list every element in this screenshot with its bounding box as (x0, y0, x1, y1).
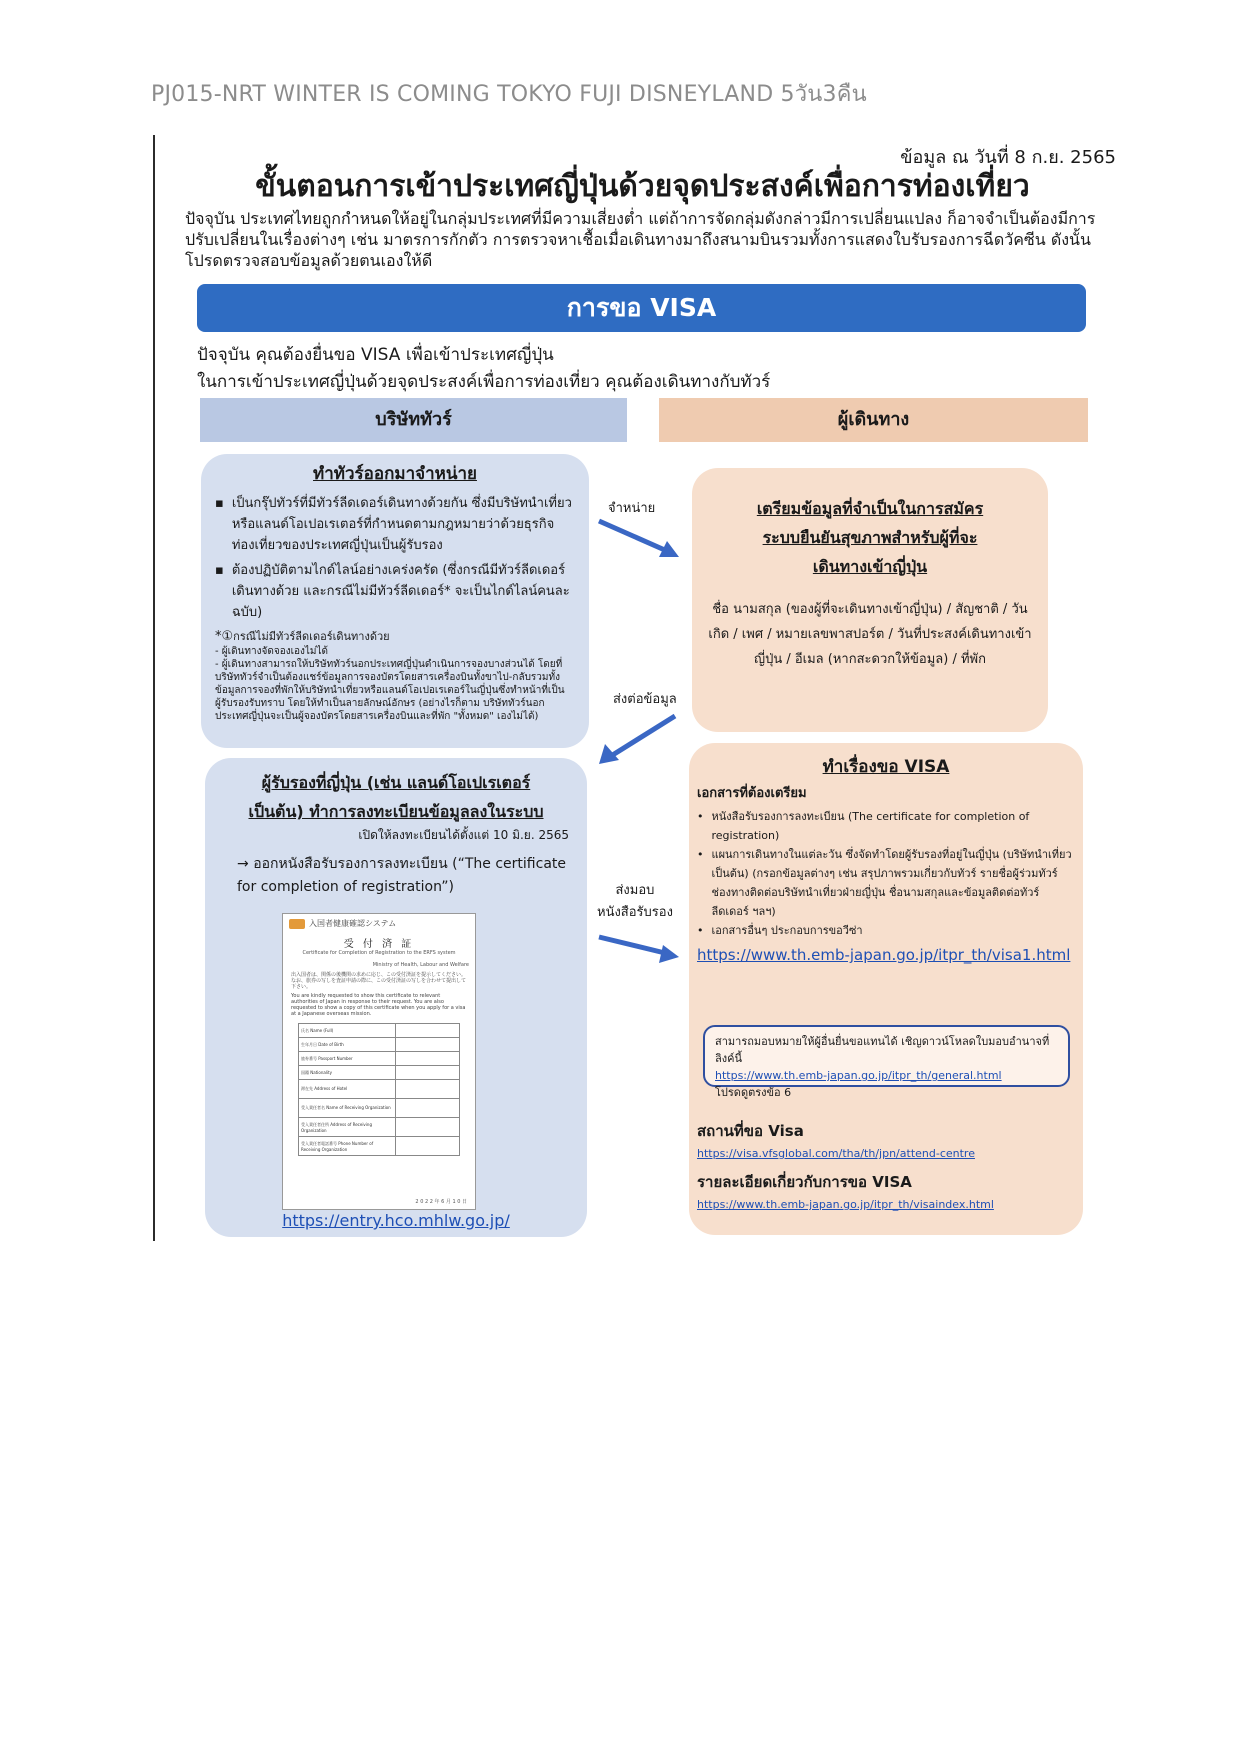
certificate-subheading: Certificate for Completion of Registration to the ERFS system (302, 950, 456, 956)
bullet-icon: ▪ (215, 496, 224, 511)
visa-line-2: ในการเข้าประเทศญี่ปุ่นด้วยจุดประสงค์เพื่อการท่องเที่ยว คุณต้องเดินทางกับทัวร์ (197, 372, 771, 392)
certificate-row-value (395, 1024, 459, 1038)
certificate-logo (283, 914, 475, 933)
prep-title-line3: เดินทางเข้าญี่ปุ่น (812, 557, 928, 576)
visa1-link[interactable]: https://www.th.emb-japan.go.jp/itpr_th/visa1.html (697, 946, 1071, 964)
note-marker: *① (215, 629, 234, 644)
tour-note-head (215, 627, 575, 645)
tour-card-title: ทำทัวร์ออกมาจำหน่าย (313, 464, 477, 484)
prep-title-line2: ระบบยืนยันสุขภาพสำหรับผู้ที่จะ (762, 528, 978, 547)
certificate-table-row (299, 1080, 460, 1099)
callout-text: สามารถมอบหมายให้ผู้อื่นยื่นขอแทนได้ เชิญดาวน์โหลดใบมอบอำนาจที่ลิงค์นี้ (715, 1035, 1050, 1065)
certificate-row-value (395, 1066, 459, 1080)
certificate-table-row (299, 1038, 460, 1052)
certificate-row-label: 国籍 Nationality (299, 1066, 396, 1080)
arrow-send-info (595, 710, 685, 770)
prep-title-line1: เตรียมข้อมูลที่จำเป็นในการสมัคร (756, 499, 984, 518)
certificate-row-value (395, 1052, 459, 1066)
docs-head: เอกสารที่ต้องเตรียม (697, 786, 807, 801)
certificate-table-row (299, 1137, 460, 1156)
label-deliver (597, 880, 673, 924)
bullet-icon: • (697, 810, 704, 823)
arrow-sell (595, 515, 685, 565)
certificate-row-label: 生年月日 Date of Birth (299, 1038, 396, 1052)
doc-item-1 (697, 807, 1073, 845)
column-header-traveler: ผู้เดินทาง (659, 398, 1088, 442)
register-open-date: เปิดให้ลงทะเบียนได้ตั้งแต่ 10 มิ.ย. 2565 (358, 828, 569, 842)
certificate-table-row (299, 1024, 460, 1038)
certificate-paragraph-en: You are kindly requested to show this certificate to relevant authorities of Japan in response to their request. You are also requested to show a copy of this certificate when you apply for a visa at a Japanese overseas mission. (291, 993, 466, 1017)
register-issue (205, 845, 587, 899)
date-note: ข้อมูล ณ วันที่ 8 ก.ย. 2565 (900, 147, 1116, 168)
entry-hco-link[interactable]: https://entry.hco.mhlw.go.jp/ (282, 1211, 510, 1230)
tour-bullet-1 (215, 493, 575, 556)
register-card (205, 758, 587, 1237)
page-header: PJ015-NRT WINTER IS COMING TOKYO FUJI DISNEYLAND 5วัน3คืน (151, 82, 867, 107)
visa-card (689, 743, 1083, 1235)
column-header-tour-company: บริษัททัวร์ (200, 398, 627, 442)
tour-note-1: - ผู้เดินทางจัดจองเองไม่ได้ (215, 646, 329, 657)
issue-text: ออกหนังสือรับรองการลงทะเบียน (“The certificate for completion of registration”) (237, 856, 566, 895)
certificate-row-label: 滞在先 Address of Hotel (299, 1080, 396, 1099)
certificate-table-row (299, 1099, 460, 1118)
certificate-heading: 受 付 済 証 (343, 939, 415, 950)
tour-note-2: - ผู้เดินทางสามารถให้บริษัททัวร์นอกประเทศญี่ปุ่นดำเนินการจองบางส่วนได้ โดยที่บริษัททัวร์จำเป็นต้องแชร์ข้อมูลการจองบัตรโดยสารเครื่องบินทั้งขาไป-กลับรวมทั้งข้อมูลการจองที่พักให้บริษัทนำเที่ยวหรือแลนด์โอเปอเรเตอร์ในญี่ปุ่นซึ่งทำหน้าที่เป็นผู้รับรองรับทราบ โดยให้ทำเป็นลายลักษณ์อักษร (อย่างไรก็ตาม บริษัททัวร์นอกประเทศญี่ปุ่นจะเป็นผู้จองบัตรโดยสารเครื่องบินและที่พัก "ทั้งหมด" เองไม่ได้) (215, 659, 565, 722)
prep-card-title (692, 494, 1048, 581)
visa-main-link-wrap (697, 944, 1073, 967)
visa-card-title: ทำเรื่องขอ VISA (822, 757, 950, 777)
prep-card-body: ชื่อ นามสกุล (ของผู้ที่จะเดินทางเข้าญี่ปุ่น) / สัญชาติ / วันเกิด / เพศ / หมายเลขพาสปอร์ต / วันที่ประสงค์เดินทางเข้าญี่ปุ่น / อีเมล (หากสะดวกให้ข้อมูล) / ที่พัก (708, 602, 1032, 667)
certificate-logo-text: 入国者健康確認システム (309, 919, 397, 928)
callout-note: โปรดดูตรงข้อ 6 (715, 1086, 792, 1099)
visaindex-link[interactable]: https://www.th.emb-japan.go.jp/itpr_th/visaindex.html (697, 1198, 994, 1211)
issue-arrow-icon: → (237, 856, 249, 872)
certificate-row-label: 氏名 Name (Full) (299, 1024, 396, 1038)
label-send-info: ส่งต่อข้อมูล (613, 692, 677, 707)
doc-item-3 (697, 921, 1073, 940)
arrow-deliver (595, 931, 685, 971)
intro-paragraph: ปัจจุบัน ประเทศไทยถูกกำหนดให้อยู่ในกลุ่มประเทศที่มีความเสี่ยงต่ำ แต่ถ้าการจัดกลุ่มดังกล่าวมีการเปลี่ยนแปลง ก็อาจจำเป็นต้องมีการปรับเปลี่ยนในเรื่องต่างๆ เช่น มาตรการกักตัว การตรวจหาเชื้อเมื่อเดินทางมาถึงสนามบินรวมทั้งการแสดงใบรับรองการฉีดวัคซีน ดังนั้นโปรดตรวจสอบข้อมูลด้วยตนเองให้ดี (185, 209, 1096, 270)
certificate-logo-icon (289, 919, 305, 929)
detail-head: รายละเอียดเกี่ยวกับการขอ VISA (697, 1173, 912, 1191)
bullet-icon: • (697, 924, 704, 937)
certificate-row-value (395, 1137, 459, 1156)
visa-line-1: ปัจจุบัน คุณต้องยื่นขอ VISA เพื่อเข้าประเทศญี่ปุ่น (197, 345, 554, 365)
doc-item-1-text: หนังสือรับรองการลงทะเบียน (The certificate for completion of registration) (711, 810, 1030, 842)
label-deliver-line2: หนังสือรับรอง (597, 905, 673, 920)
certificate-row-value (395, 1080, 459, 1099)
label-deliver-line1: ส่งมอบ (615, 883, 655, 898)
bullet-icon: ▪ (215, 563, 224, 578)
note-head-text: กรณีไม่มีทัวร์ลีดเดอร์เดินทางด้วย (233, 630, 390, 643)
certificate-ministry: Ministry of Health, Labour and Welfare (372, 962, 469, 968)
place-head: สถานที่ขอ Visa (697, 1122, 804, 1140)
document-frame (153, 135, 1130, 1241)
vfs-link[interactable]: https://visa.vfsglobal.com/tha/th/jpn/attend-centre (697, 1147, 975, 1160)
doc-item-2-text: แผนการเดินทางในแต่ละวัน ซึ่งจัดทำโดยผู้รับรองที่อยู่ในญี่ปุ่น (บริษัทนำเที่ยว เป็นต้น) (กรอกข้อมูลต่างๆ เช่น สรุปภาพรวมเกี่ยวกับทัวร์ รายชื่อผู้ร่วมทัวร์ ช่องทางติดต่อบริษัทนำเที่ยวฝ่ายญี่ปุ่น ชื่อนามสกุลและข้อมูลติดต่อทัวร์ลีดเดอร์ ฯลฯ) (711, 848, 1072, 918)
certificate-row-value (395, 1038, 459, 1052)
certificate-table-row (299, 1052, 460, 1066)
general-link[interactable]: https://www.th.emb-japan.go.jp/itpr_th/general.html (715, 1069, 1002, 1082)
tour-bullet-2-text: ต้องปฏิบัติตามไกด์ไลน์อย่างเคร่งครัด (ซึ่งกรณีมีทัวร์ลีดเดอร์เดินทางด้วย และกรณีไม่มีทัวร์ลีดเดอร์* จะเป็นไกด์ไลน์คนละฉบับ) (231, 563, 570, 620)
certificate-row-label: 受入責任者名 Name of Receiving Organization (299, 1099, 396, 1118)
certificate-row-value (395, 1099, 459, 1118)
certificate-footer-date: 2 0 2 2 年 6 月 1 0 日 (415, 1199, 467, 1205)
tour-bullet-2 (215, 560, 575, 623)
main-heading: ขั้นตอนการเข้าประเทศญี่ปุ่นด้วยจุดประสงค์เพื่อการท่องเที่ยว (255, 169, 1030, 204)
certificate-row-label: 受入責任者住所 Address of Receiving Organization (299, 1118, 396, 1137)
tour-card (201, 454, 589, 748)
certificate-row-label: 旅券番号 Passport Number (299, 1052, 396, 1066)
prep-card (692, 468, 1048, 732)
bullet-icon: • (697, 848, 704, 861)
certificate-table-row (299, 1118, 460, 1137)
register-title-line2: เป็นต้น) ทำการลงทะเบียนข้อมูลลงในระบบ (248, 802, 544, 821)
tour-bullet-1-text: เป็นกรุ๊ปทัวร์ที่มีทัวร์ลีดเดอร์เดินทางด้วยกัน ซึ่งมีบริษัทนำเที่ยวหรือแลนด์โอเปอเรเตอร์ที่กำหนดตามกฎหมายว่าด้วยธุรกิจท่องเที่ยวของประเทศญี่ปุ่นเป็นผู้รับรอง (231, 496, 572, 553)
certificate-table-row (299, 1066, 460, 1080)
register-card-title (205, 768, 587, 826)
visa-section-bar: การขอ VISA (197, 284, 1086, 332)
label-sell: จำหน่าย (608, 501, 656, 516)
register-title-line1: ผู้รับรองที่ญี่ปุ่น (เช่น แลนด์โอเปเรเตอร์ (261, 773, 531, 792)
doc-item-3-text: เอกสารอื่นๆ ประกอบการขอวีซ่า (711, 924, 863, 937)
proxy-callout (703, 1025, 1070, 1099)
certificate-row-label: 受入責任者電話番号 Phone Number of Receiving Organization (299, 1137, 396, 1156)
register-link-wrap (205, 1211, 587, 1230)
certificate-image (282, 913, 476, 1210)
certificate-paragraph-jp: 出入国者は、関係の後機関の求めに応じ、この受付済証を提示してください。なお、旅券の写しを査証申請の際に、この受付済証の写しを合わせて提出して下さい。 (291, 972, 467, 990)
certificate-table (298, 1023, 460, 1156)
certificate-row-value (395, 1118, 459, 1137)
doc-item-2 (697, 845, 1073, 921)
